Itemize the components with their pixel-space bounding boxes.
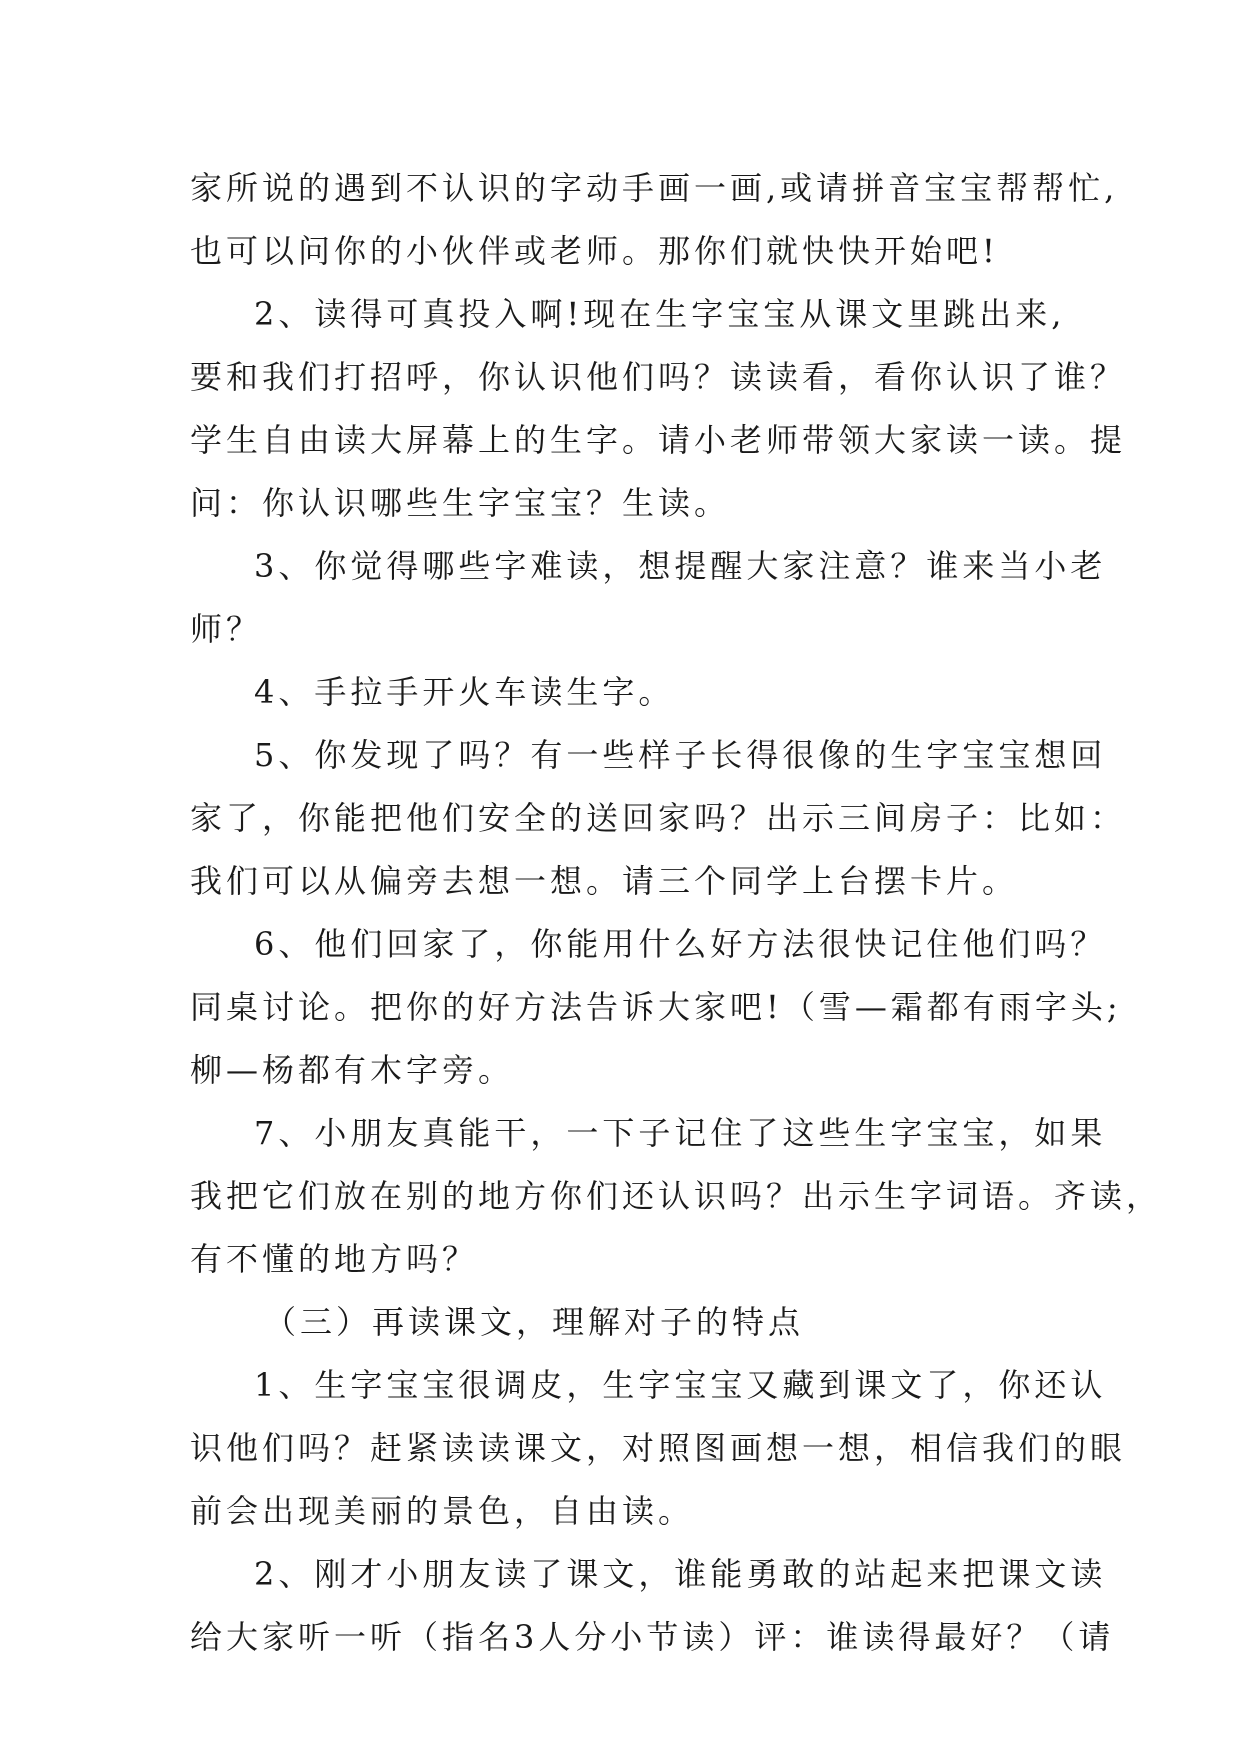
text-line: 3、你觉得哪些字难读，想提醒大家注意？谁来当小老 [254, 547, 1107, 585]
lesson-text [190, 162, 1163, 1663]
text-line: 柳—杨都有木字旁。 [190, 1051, 515, 1089]
text-line: 前会出现美丽的景色，自由读。 [190, 1492, 695, 1530]
text-line: 我们可以从偏旁去想一想。请三个同学上台摆卡片。 [190, 862, 1019, 900]
section-heading: （三）再读课文，理解对子的特点 [264, 1303, 805, 1341]
text-line: 家了，你能把他们安全的送回家吗？出示三间房子：比如： [190, 799, 1127, 837]
text-line: 同桌讨论。把你的好方法告诉大家吧!（雪—霜都有雨字头; [190, 988, 1122, 1026]
text-line: 师？ [190, 610, 263, 648]
text-line: 有不懂的地方吗？ [190, 1240, 479, 1278]
text-line: 4、手拉手开火车读生字。 [254, 673, 675, 711]
text-line: 给大家听一听（指名3人分小节读）评：谁读得最好？（请 [190, 1618, 1115, 1656]
text-line: 2、读得可真投入啊!现在生字宝宝从课文里跳出来, [254, 295, 1066, 333]
text-line: 要和我们打招呼，你认识他们吗？读读看，看你认识了谁？ [190, 358, 1127, 396]
text-line: 识他们吗？赶紧读读课文，对照图画想一想，相信我们的眼 [190, 1429, 1127, 1467]
text-line: 家所说的遇到不认识的字动手画一画,或请拼音宝宝帮帮忙, [190, 169, 1119, 207]
text-line: 学生自由读大屏幕上的生字。请小老师带领大家读一读。提 [190, 421, 1127, 459]
text-line: 也可以问你的小伙伴或老师。那你们就快快开始吧! [190, 232, 999, 270]
text-line: 问：你认识哪些生字宝宝？生读。 [190, 484, 731, 522]
text-line: 2、刚才小朋友读了课文，谁能勇敢的站起来把课文读 [254, 1555, 1107, 1593]
text-line: 1、生字宝宝很调皮，生字宝宝又藏到课文了，你还认 [254, 1366, 1107, 1404]
text-line: 我把它们放在别的地方你们还认识吗？出示生字词语。齐读， [190, 1177, 1163, 1215]
text-line: 6、他们回家了，你能用什么好方法很快记住他们吗？ [254, 925, 1107, 963]
text-line: 5、你发现了吗？有一些样子长得很像的生字宝宝想回 [254, 736, 1107, 774]
text-line: 7、小朋友真能干，一下子记住了这些生字宝宝，如果 [254, 1114, 1107, 1152]
